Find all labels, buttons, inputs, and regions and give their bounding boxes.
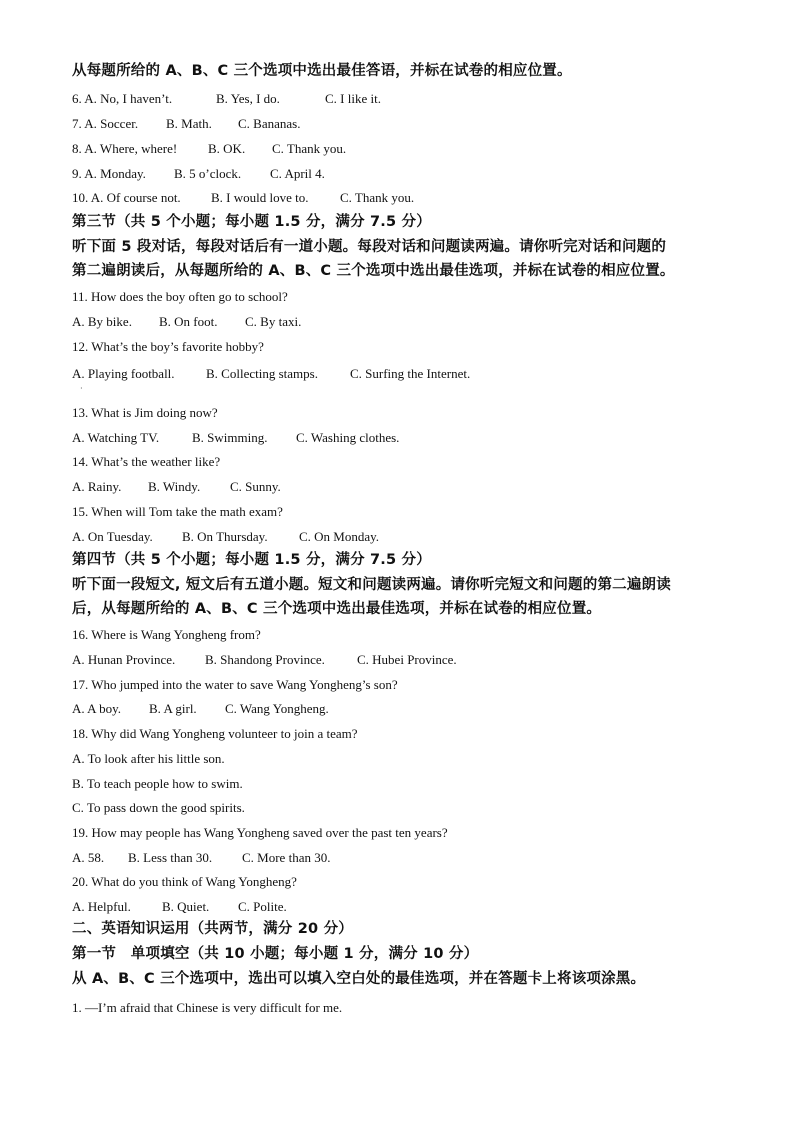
option-b: B. On Thursday.: [182, 529, 268, 544]
question-9: [72, 166, 325, 182]
question-13-options: [72, 430, 399, 446]
option-a: A. 58.: [72, 850, 105, 865]
option-b: B. Quiet.: [162, 899, 210, 914]
option-a: A. Watching TV.: [72, 430, 160, 445]
option-c: C. On Monday.: [299, 529, 380, 544]
part2-title: 二、英语知识运用（共两节，满分 20 分）: [72, 921, 353, 937]
question-18-option-c: C. To pass down the good spirits.: [72, 800, 245, 815]
option-c: C. Hubei Province.: [357, 652, 457, 667]
option-a: 10. A. Of course not.: [72, 190, 181, 205]
question-18-stem: 18. Why did Wang Yongheng volunteer to join a team?: [72, 726, 358, 741]
option-b: B. Collecting stamps.: [206, 366, 318, 381]
section4-title: 第四节（共 5 个小题；每小题 1.5 分，满分 7.5 分）: [72, 552, 431, 568]
question-14-options: [72, 479, 281, 495]
option-c: C. Wang Yongheng.: [225, 701, 329, 716]
question-18-option-a: A. To look after his little son.: [72, 751, 225, 766]
section3-title: 第三节（共 5 个小题；每小题 1.5 分，满分 7.5 分）: [72, 214, 431, 230]
option-c: C. Bananas.: [238, 116, 301, 131]
option-c: C. Polite.: [238, 899, 287, 914]
option-b: B. OK.: [208, 141, 246, 156]
option-c: C. April 4.: [270, 166, 325, 181]
option-a: 8. A. Where, where!: [72, 141, 178, 156]
option-a: A. Helpful.: [72, 899, 131, 914]
question-8: [72, 141, 346, 157]
option-a: A. Playing football.: [72, 366, 175, 381]
question-19-options: [72, 850, 330, 866]
question-12-stem: 12. What’s the boy’s favorite hobby?: [72, 339, 264, 354]
option-c: C. Thank you.: [340, 190, 415, 205]
question-14-stem: 14. What’s the weather like?: [72, 454, 221, 469]
question-13-stem: 13. What is Jim doing now?: [72, 405, 218, 420]
option-a: 7. A. Soccer.: [72, 116, 139, 131]
section3-desc-line1: 听下面 5 段对话，每段对话后有一道小题。每段对话和问题读两遍。请你听完对话和问题的: [72, 239, 667, 255]
option-b: B. Math.: [166, 116, 212, 131]
question-1-stem: 1. —I’m afraid that Chinese is very difficult for me.: [72, 1000, 343, 1015]
question-16-stem: 16. Where is Wang Yongheng from?: [72, 627, 261, 642]
instruction-choose-best-answer: 从每题所给的 A、B、C 三个选项中选出最佳答语，并标在试卷的相应位置。: [72, 63, 572, 79]
option-b: B. I would love to.: [211, 190, 309, 205]
question-11-stem: 11. How does the boy often go to school?: [72, 289, 288, 304]
section3-desc-line2: 第二遍朗读后，从每题所给的 A、B、C 三个选项中选出最佳选项，并标在试卷的相应位置。: [72, 263, 675, 279]
question-10: [72, 190, 414, 206]
question-20-stem: 20. What do you think of Wang Yongheng?: [72, 874, 297, 889]
option-a: A. Hunan Province.: [72, 652, 176, 667]
question-18-option-b: B. To teach people how to swim.: [72, 776, 243, 791]
question-19-stem: 19. How may people has Wang Yongheng saved over the past ten years?: [72, 825, 448, 840]
option-b: B. Yes, I do.: [216, 91, 280, 106]
question-15-stem: 15. When will Tom take the math exam?: [72, 504, 283, 519]
option-b: B. Swimming.: [192, 430, 268, 445]
option-a: 6. A. No, I haven’t.: [72, 91, 173, 106]
part2-section1-title: 第一节 单项填空（共 10 小题；每小题 1 分，满分 10 分）: [72, 946, 479, 962]
question-17-options: [72, 701, 329, 717]
question-20-options: [72, 899, 287, 915]
option-b: B. On foot.: [159, 314, 218, 329]
option-b: B. Shandong Province.: [205, 652, 325, 667]
option-a: A. A boy.: [72, 701, 121, 716]
question-12-options: [72, 366, 470, 382]
option-b: B. 5 o’clock.: [174, 166, 242, 181]
question-15-options: [72, 529, 379, 545]
option-c: C. Sunny.: [230, 479, 281, 494]
option-c: C. I like it.: [325, 91, 381, 106]
option-a: A. Rainy.: [72, 479, 122, 494]
option-a: 9. A. Monday.: [72, 166, 146, 181]
question-17-stem: 17. Who jumped into the water to save Wang Yongheng’s son?: [72, 677, 398, 692]
option-a: A. On Tuesday.: [72, 529, 153, 544]
option-a: A. By bike.: [72, 314, 132, 329]
question-11-options: [72, 314, 301, 330]
section4-desc-line2: 后，从每题所给的 A、B、C 三个选项中选出最佳选项，并标在试卷的相应位置。: [72, 601, 602, 617]
part2-section1-desc: 从 A、B、C 三个选项中，选出可以填入空白处的最佳选项，并在答题卡上将该项涂黑。: [72, 971, 646, 987]
section4-desc-line1: 听下面一段短文, 短文后有五道小题。短文和问题读两遍。请你听完短文和问题的第二遍朗读: [72, 577, 671, 593]
option-c: C. Surfing the Internet.: [350, 366, 471, 381]
stray-mark: ·: [80, 384, 83, 393]
option-c: C. By taxi.: [245, 314, 302, 329]
option-b: B. Less than 30.: [128, 850, 213, 865]
option-c: C. More than 30.: [242, 850, 331, 865]
option-c: C. Thank you.: [272, 141, 347, 156]
question-6: [72, 91, 381, 107]
question-7: [72, 116, 300, 132]
question-16-options: [72, 652, 457, 668]
option-c: C. Washing clothes.: [296, 430, 400, 445]
option-b: B. Windy.: [148, 479, 201, 494]
option-b: B. A girl.: [149, 701, 197, 716]
